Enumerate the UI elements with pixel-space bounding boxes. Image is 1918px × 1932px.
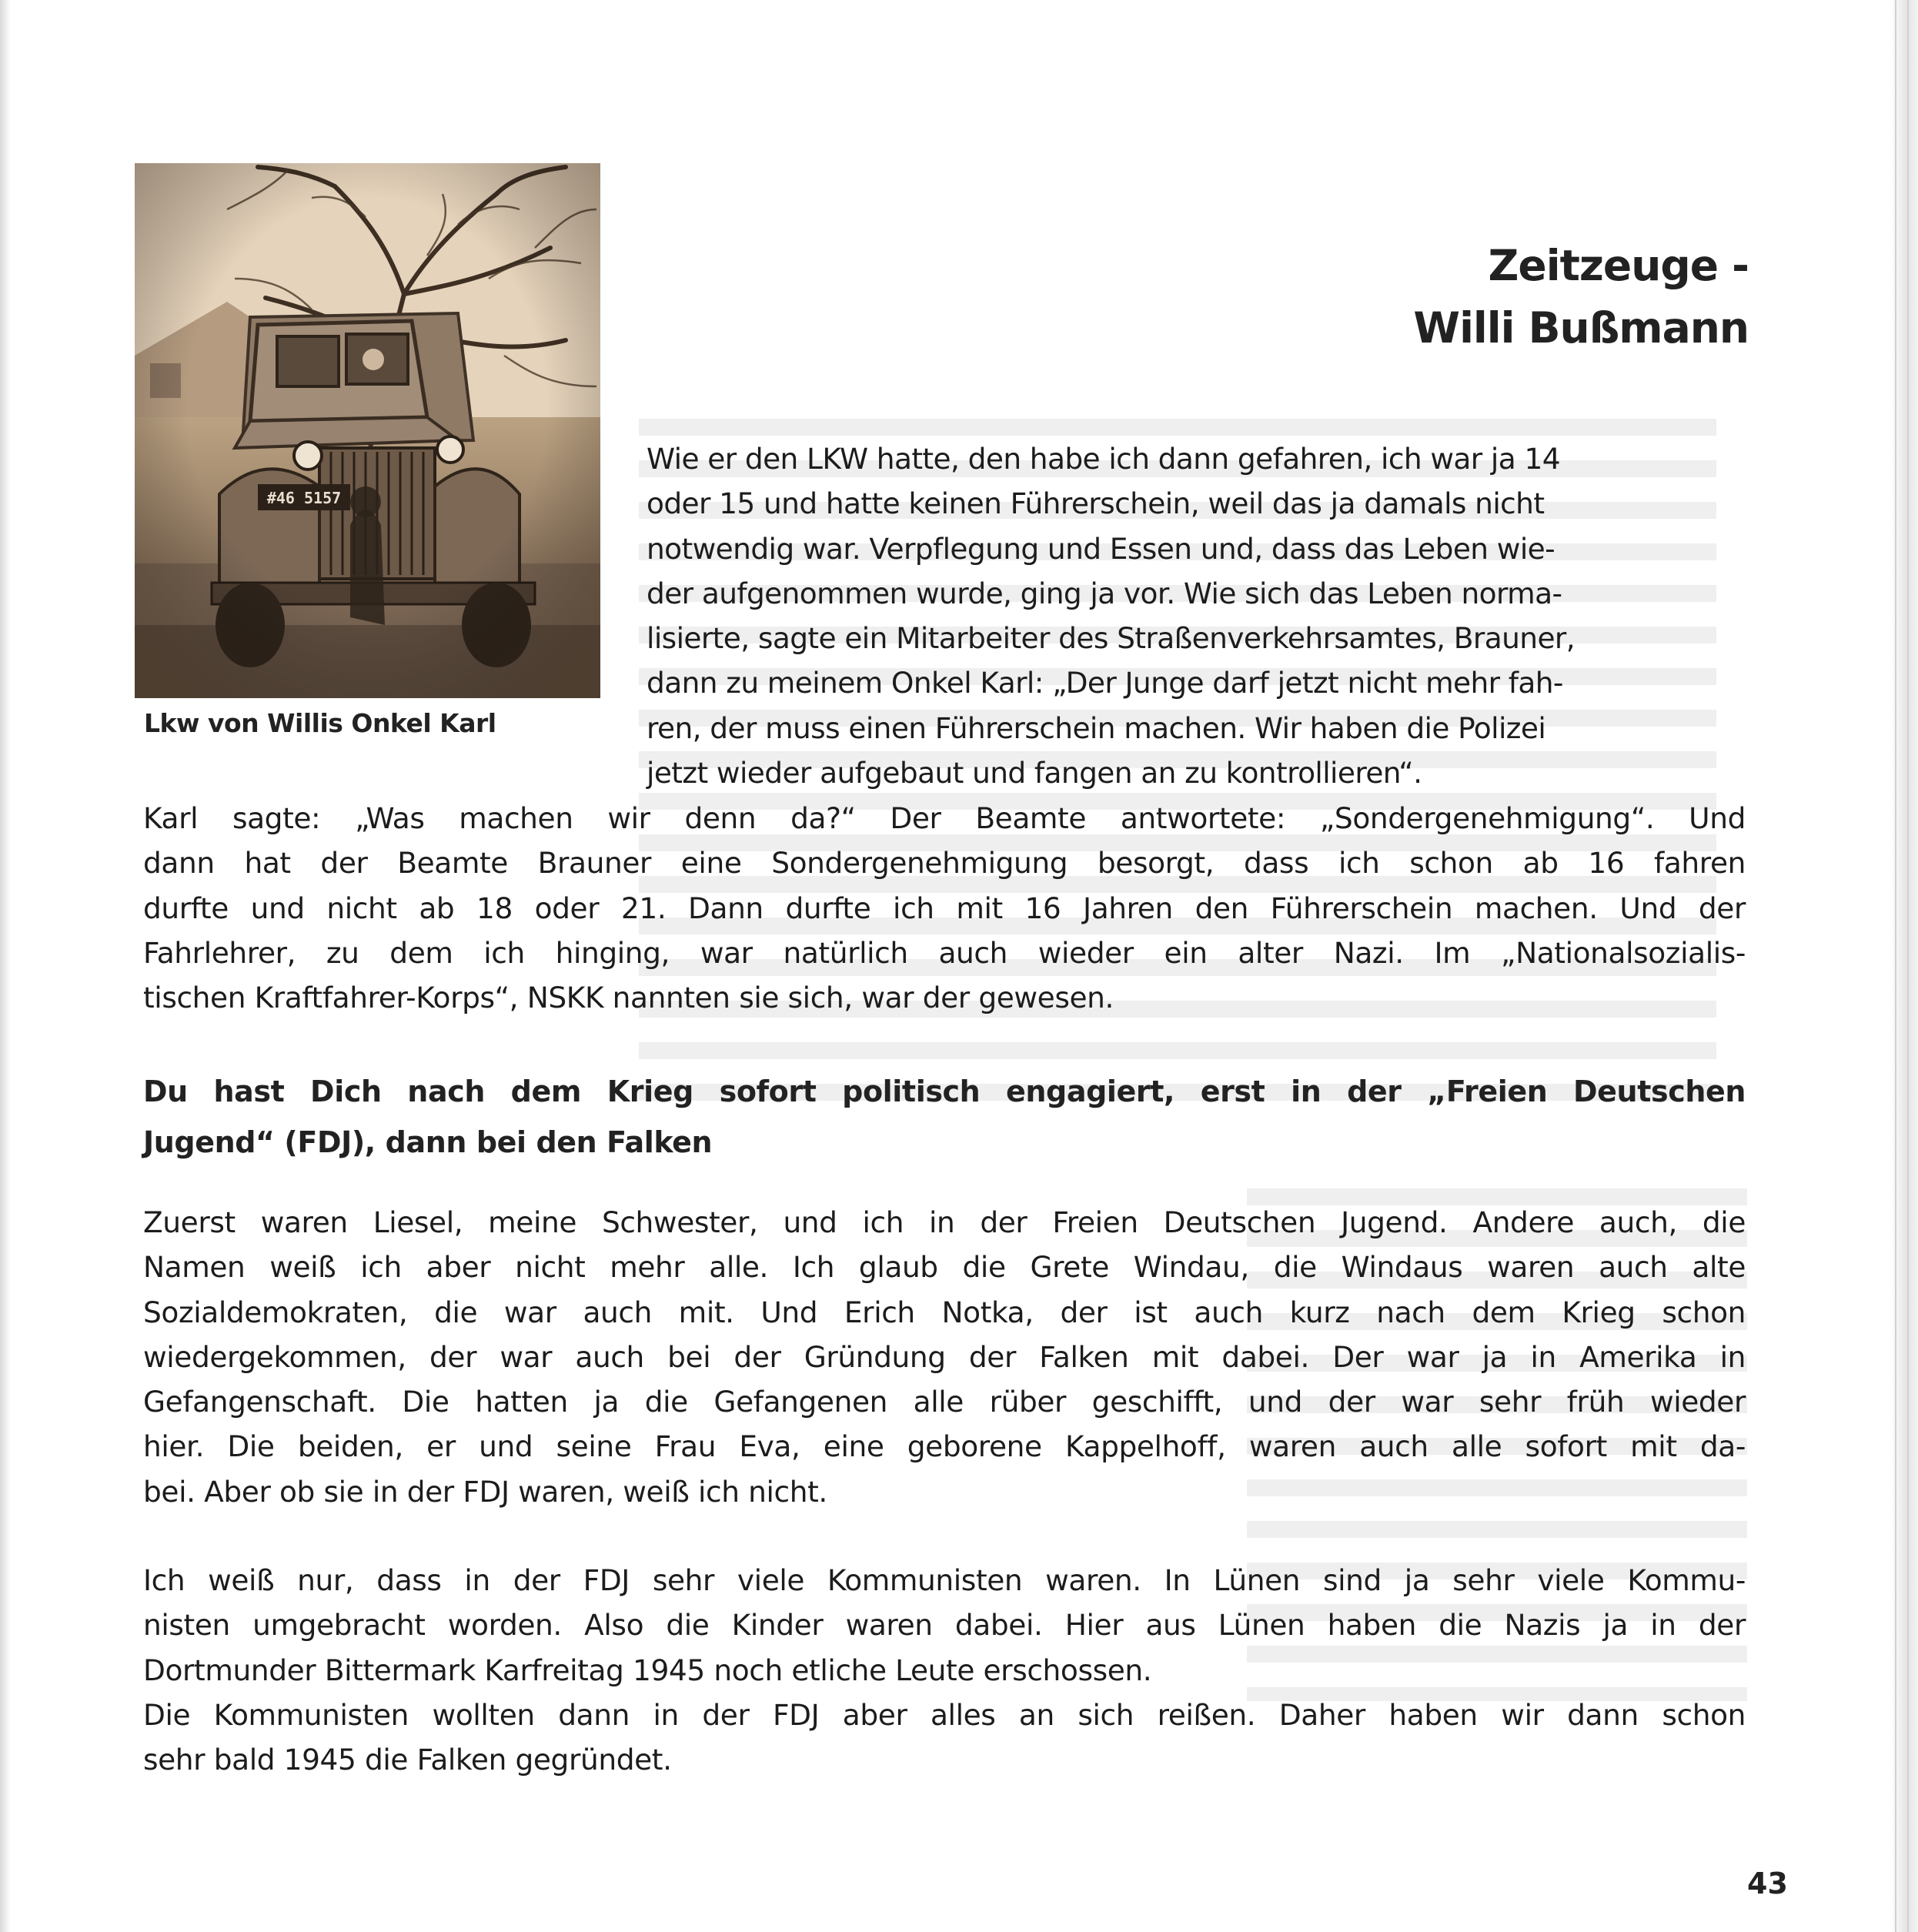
page-gutter-shadow — [0, 0, 11, 1932]
text-line: Sozialdemokraten, die war auch mit. Und Erich Notka, der ist auch kurz nach dem Krieg schon — [143, 1295, 1746, 1329]
intro-paragraph — [647, 436, 1724, 795]
page-title — [1413, 235, 1749, 359]
intro-continuation-paragraph — [143, 796, 1746, 1020]
text-line: durfte und nicht ab 18 oder 21. Dann durfte ich mit 16 Jahren den Führerschein machen. Und der — [143, 891, 1746, 925]
text-line: wiedergekommen, der war auch bei der Gründung der Falken mit dabei. Der war ja in Amerika in — [143, 1339, 1746, 1374]
truck-photo-illustration — [135, 163, 600, 698]
text-line: jetzt wieder aufgebaut und fangen an zu kontrollieren“. — [647, 756, 1422, 791]
text-line: Fahrlehrer, zu dem ich hinging, war natürlich auch wieder ein alter Nazi. Im „Nationalsozialis- — [143, 935, 1746, 970]
text-line: Zuerst waren Liesel, meine Schwester, und ich in der Freien Deutschen Jugend. Andere auch, die — [143, 1205, 1746, 1239]
text-line: notwendig war. Verpflegung und Essen und, dass das Leben wie- — [647, 531, 1555, 566]
text-line: lisierte, sagte ein Mitarbeiter des Straßenverkehrsamtes, Brauner, — [647, 621, 1576, 656]
page-number: 43 — [1747, 1867, 1788, 1900]
text-line: Namen weiß ich aber nicht mehr alle. Ich glaub die Grete Windau, die Windaus waren auch alte — [143, 1250, 1746, 1285]
question-line: Jugend“ (FDJ), dann bei den Falken — [143, 1125, 713, 1159]
text-line: Wie er den LKW hatte, den habe ich dann gefahren, ich war ja 14 — [647, 442, 1560, 476]
text-line: tischen Kraftfahrer-Korps“, NSKK nannten sie sich, war der gewesen. — [143, 981, 1114, 1015]
text-line: Dortmunder Bittermark Karfreitag 1945 noch etliche Leute erschossen. — [143, 1653, 1152, 1687]
title-line-2: Willi Bußmann — [1413, 303, 1749, 353]
text-line: Gefangenschaft. Die hatten ja die Gefangenen alle rüber geschifft, und der war sehr früh wieder — [143, 1385, 1746, 1419]
text-line: sehr bald 1945 die Falken gegründet. — [143, 1743, 672, 1777]
text-line: nisten umgebracht worden. Also die Kinder waren dabei. Hier aus Lünen haben die Nazis ja in der — [143, 1608, 1746, 1643]
text-line: der aufgenommen wurde, ging ja vor. Wie sich das Leben norma- — [647, 576, 1562, 610]
answer-paragraph-3 — [143, 1693, 1746, 1783]
text-line: dann zu meinem Onkel Karl: „Der Junge darf jetzt nicht mehr fah- — [647, 666, 1563, 700]
text-line: bei. Aber ob sie in der FDJ waren, weiß ich nicht. — [143, 1474, 827, 1509]
interview-question — [143, 1066, 1746, 1168]
question-line: Du hast Dich nach dem Krieg sofort politisch engagiert, erst in der „Freien Deutschen — [143, 1075, 1746, 1108]
page-edge-line — [1895, 0, 1896, 1932]
photo-caption: Lkw von Willis Onkel Karl — [144, 708, 496, 738]
text-line: ren, der muss einen Führerschein machen. Wir haben die Polizei — [647, 710, 1546, 745]
answer-paragraph-2 — [143, 1558, 1746, 1693]
text-line: dann hat der Beamte Brauner eine Sondergenehmigung besorgt, dass ich schon ab 16 fahren — [143, 846, 1746, 881]
answer-paragraph-1 — [143, 1200, 1746, 1514]
title-line-1: Zeitzeuge - — [1488, 241, 1749, 290]
text-line: Karl sagte: „Was machen wir denn da?“ Der Beamte antwortete: „Sondergenehmigung“. Und — [143, 801, 1746, 835]
text-line: hier. Die beiden, er und seine Frau Eva, eine geborene Kappelhoff, waren auch alle sofort mit da- — [143, 1429, 1746, 1464]
page-edge-line — [1907, 0, 1909, 1932]
text-line: Ich weiß nur, dass in der FDJ sehr viele Kommunisten waren. In Lünen sind ja sehr viele Kommu- — [143, 1563, 1746, 1597]
text-line: Die Kommunisten wollten dann in der FDJ aber alles an sich reißen. Daher haben wir dann schon — [143, 1698, 1746, 1732]
truck-photo — [135, 163, 600, 698]
text-line: oder 15 und hatte keinen Führerschein, weil das ja damals nicht — [647, 486, 1545, 521]
